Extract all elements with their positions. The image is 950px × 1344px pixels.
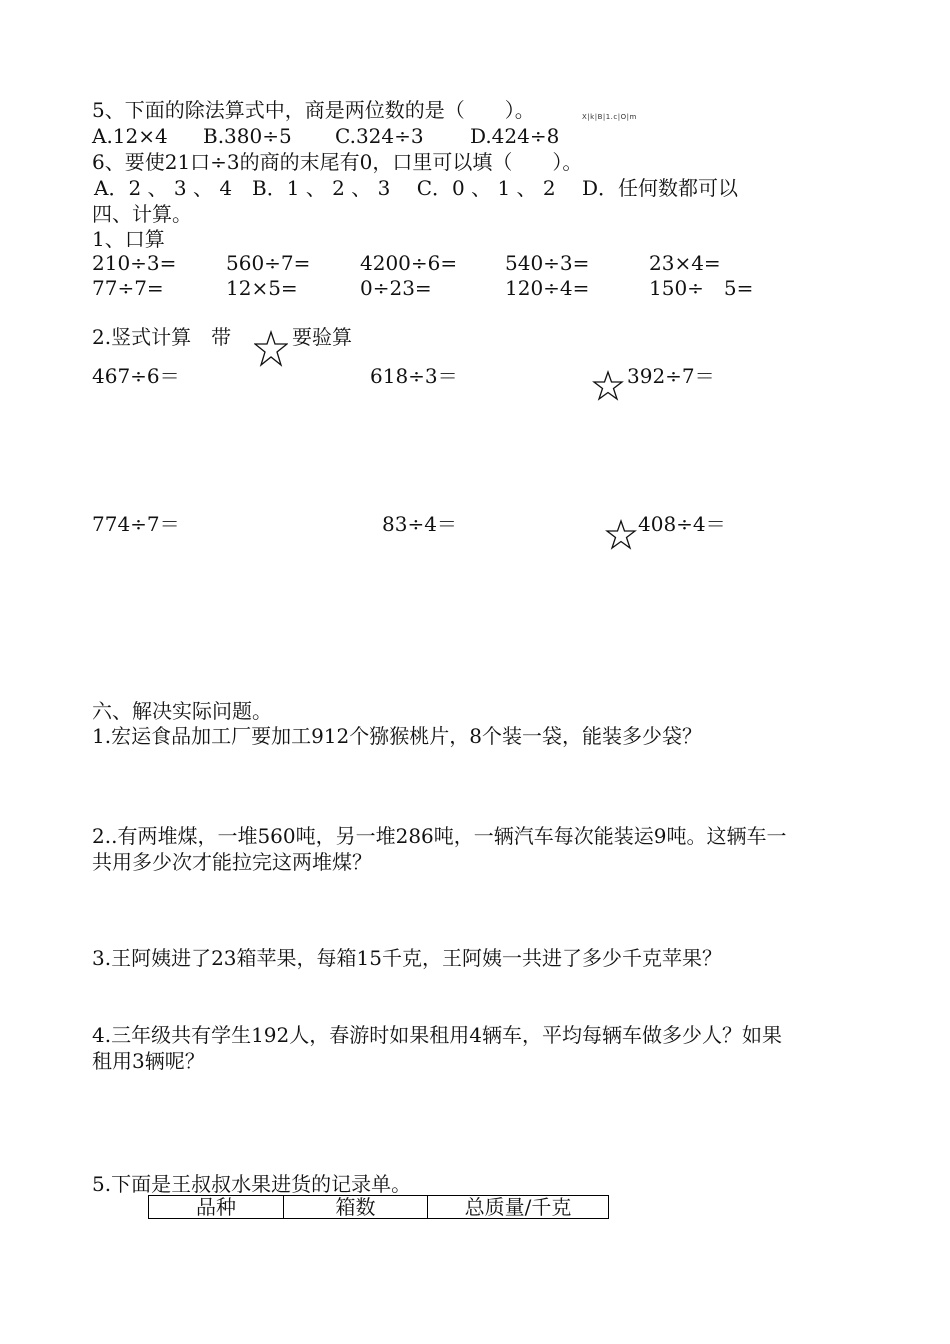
star-outline-icon	[592, 370, 624, 402]
vertical-calc-title: 2.竖式计算 带	[92, 325, 232, 349]
vertical-calc-title-suffix: 要验算	[292, 325, 352, 349]
table-header-cell: 箱数	[284, 1196, 428, 1219]
word-problem-2-cont: 共用多少次才能拉完这两堆煤？	[92, 850, 372, 874]
oral-problem: 560÷7=	[226, 251, 311, 275]
word-problem-2: 2..有两堆煤，一堆560吨，另一堆286吨，一辆汽车每次能装运9吨。这辆车一	[92, 824, 787, 848]
vertical-problem: 83÷4＝	[382, 512, 457, 536]
section4-title: 四、计算。	[92, 202, 192, 226]
oral-problem: 150÷ 5=	[649, 276, 754, 300]
q6-options: A．2 、 3 、 4 B．1 、 2 、 3 C．0 、 1 、 2 D．任何数都可以	[94, 176, 739, 200]
vertical-problem: 408÷4＝	[638, 512, 726, 536]
oral-problem: 210÷3=	[92, 251, 177, 275]
q5-option-a: A.12×4	[92, 124, 168, 148]
word-problem-1: 1.宏运食品加工厂要加工912个猕猴桃片，8个装一袋，能装多少袋？	[92, 724, 702, 748]
q5-option-d: D.424÷8	[470, 124, 560, 148]
fruit-record-table	[148, 1195, 609, 1219]
q5-option-b: B.380÷5	[203, 124, 292, 148]
oral-problem: 540÷3=	[505, 251, 590, 275]
oral-problem: 77÷7=	[92, 276, 164, 300]
vertical-problem: 392÷7＝	[627, 364, 715, 388]
oral-problem: 120÷4=	[505, 276, 590, 300]
word-problem-3: 3.王阿姨进了23箱苹果，每箱15千克，王阿姨一共进了多少千克苹果？	[92, 946, 722, 970]
q6-stem: 6、要使21口÷3的商的末尾有0，口里可以填（ ）。	[92, 150, 583, 174]
word-problem-5: 5.下面是王叔叔水果进货的记录单。	[92, 1172, 412, 1196]
watermark-text: X|k|B|1.c|O|m	[582, 113, 637, 121]
oral-problem: 4200÷6=	[360, 251, 458, 275]
star-outline-icon	[254, 330, 288, 368]
q5-stem: 5、下面的除法算式中，商是两位数的是（ ）。	[92, 98, 535, 122]
q5-option-c: C.324÷3	[335, 124, 424, 148]
table-header-cell: 总质量/千克	[428, 1196, 609, 1219]
oral-calc-title: 1、口算	[92, 227, 165, 251]
vertical-problem: 774÷7＝	[92, 512, 180, 536]
table-header-cell: 品种	[149, 1196, 284, 1219]
vertical-problem: 618÷3＝	[370, 364, 458, 388]
vertical-problem: 467÷6＝	[92, 364, 180, 388]
oral-problem: 12×5=	[226, 276, 298, 300]
oral-problem: 0÷23=	[360, 276, 432, 300]
word-problem-4: 4.三年级共有学生192人，春游时如果租用4辆车，平均每辆车做多少人？如果	[92, 1023, 782, 1047]
oral-problem: 23×4=	[649, 251, 721, 275]
table-header-row	[149, 1196, 609, 1219]
section6-title: 六、解决实际问题。	[92, 699, 272, 723]
word-problem-4-cont: 租用3辆呢？	[92, 1049, 205, 1073]
star-outline-icon	[605, 519, 637, 551]
